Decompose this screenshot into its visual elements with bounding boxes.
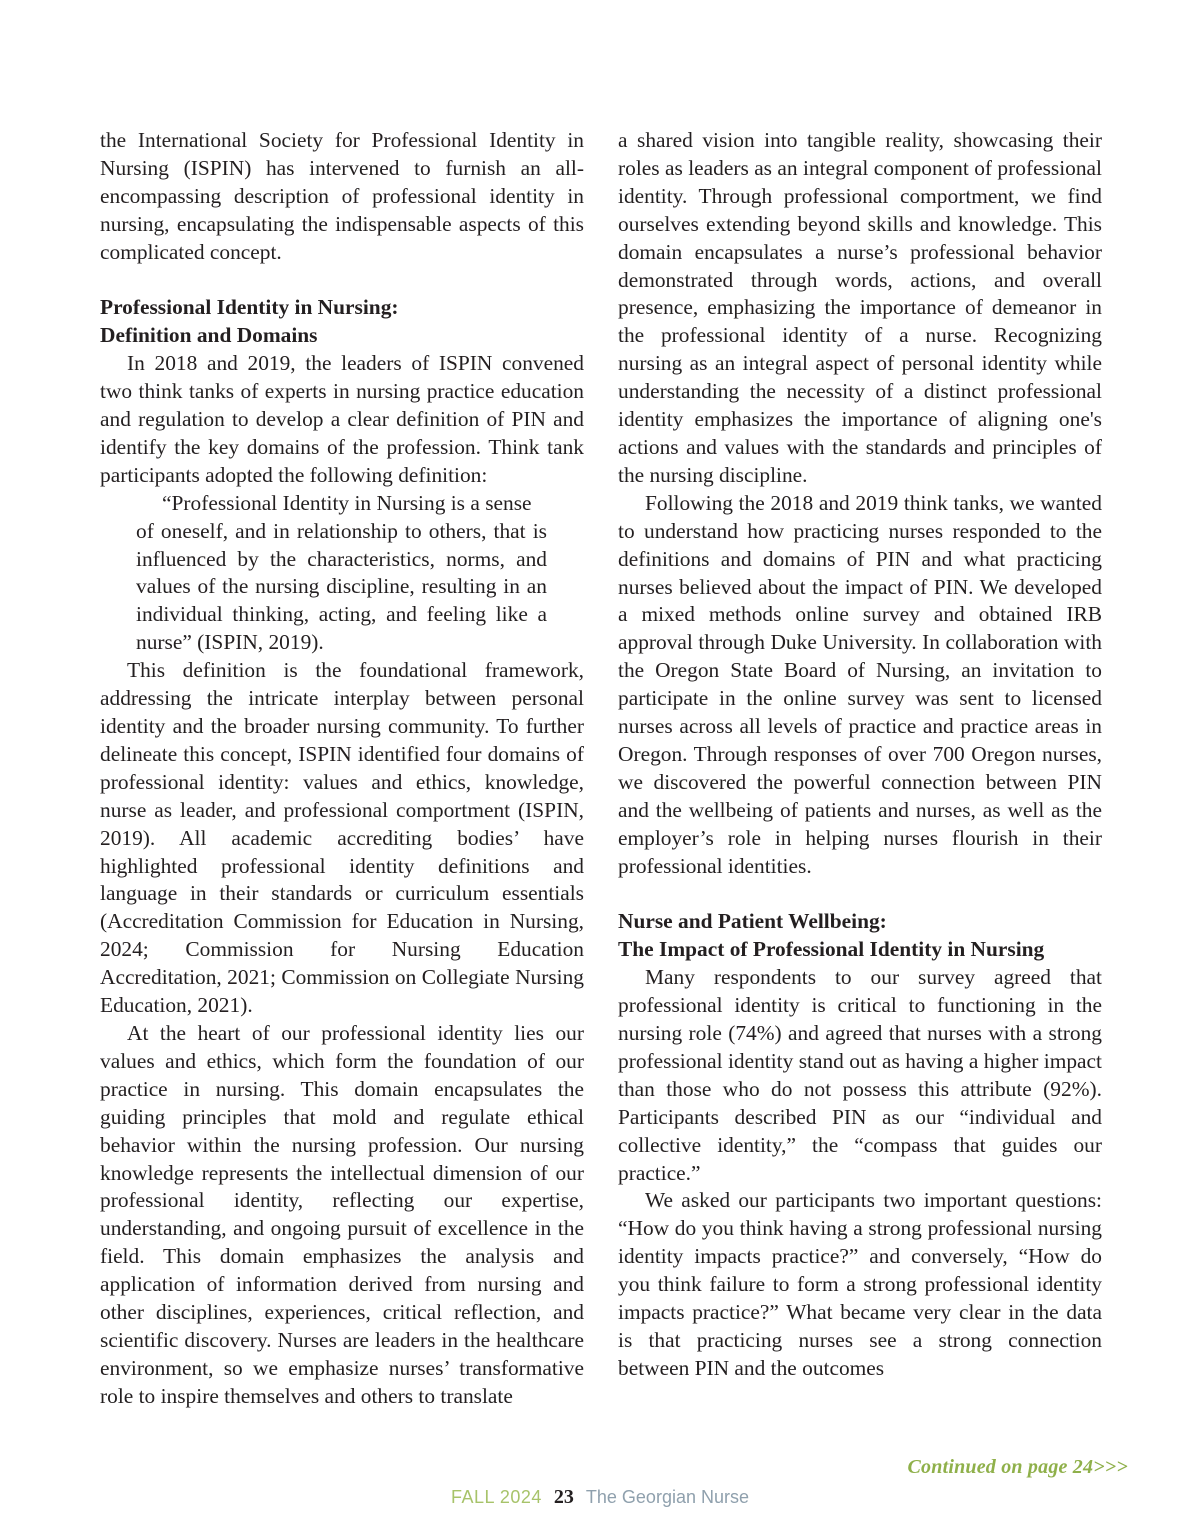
heading-line-2: Definition and Domains xyxy=(100,323,318,348)
quote-remainder: of oneself, and in relationship to others, that is influenced by the characteristics, norms, and values of the nursing discipline, resulting in an individual thinking, acting, and feeling like a nurse” (ISPIN, 2019). xyxy=(136,518,547,655)
heading-line-1: Nurse and Patient Wellbeing: xyxy=(618,909,887,934)
right-column xyxy=(618,127,1102,1383)
paragraph-values-ethics: At the heart of our professional identity lies our values and ethics, which form the foundation of our practice in nursing. This domain encapsulates the guiding principles that mold and regulate ethical behavior within the nursing profession. Our nursing knowledge represents the intellectual dimension of our professional identity, reflecting our expertise, understanding, and ongoing pursuit of excellence in the field. This domain emphasizes the analysis and application of information derived from nursing and other disciplines, experiences, critical reflection, and scientific discovery. Nurses are leaders in the healthcare environment, so we emphasize nurses’ transformative role to inspire themselves and others to translate xyxy=(100,1020,584,1408)
section-heading-wellbeing xyxy=(618,908,1102,964)
paragraph-survey: Following the 2018 and 2019 think tanks, we wanted to understand how practicing nurses responded to the definitions and domains of PIN and what practicing nurses believed about the impact of PIN. We developed a mixed methods online survey and obtained IRB approval through Duke University. In collaboration with the Oregon State Board of Nursing, an invitation to participate in the online survey was sent to licensed nurses across all levels of practice and practice areas in Oregon. Through responses of over 700 Oregon nurses, we discovered the powerful connection between PIN and the wellbeing of patients and nurses, as well as the employer’s role in helping nurses flourish in their professional identities. xyxy=(618,490,1102,878)
definition-quote xyxy=(136,490,547,657)
publication-name: The Georgian Nurse xyxy=(585,1487,749,1507)
paragraph-questions: We asked our participants two important questions: “How do you think having a strong professional nursing identity impacts practice?” and conversely, “How do you think failure to form a strong professional identity impacts practice?” What became very clear in the data is that practicing nurses see a strong connection between PIN and the outcomes xyxy=(618,1188,1102,1380)
continued-link[interactable]: Continued on page 24>>> xyxy=(907,1456,1128,1478)
quote-first-line: “Professional Identity in Nursing is a sense xyxy=(162,490,532,515)
left-column xyxy=(100,127,584,1411)
issue-season: FALL 2024 xyxy=(451,1487,542,1507)
paragraph-think-tanks: In 2018 and 2019, the leaders of ISPIN convened two think tanks of experts in nursing practice education and regulation to develop a clear definition of PIN and identify the key domains of the profession. Think tank participants adopted the following definition: xyxy=(100,351,584,487)
paragraph-respondents: Many respondents to our survey agreed that professional identity is critical to functioning in the nursing role (74%) and agreed that nurses with a strong professional identity stand out as having a higher impact than those who do not possess this attribute (92%). Participants described PIN as our “individual and collective identity,” the “compass that guides our practice.” xyxy=(618,965,1102,1185)
paragraph-framework: This definition is the foundational framework, addressing the intricate interplay between personal identity and the broader nursing community. To further delineate this concept, ISPIN identified four domains of professional identity: values and ethics, knowledge, nurse as leader, and professional comportment (ISPIN, 2019). All academic accrediting bodies’ have highlighted professional identity definitions and language in their standards or curriculum essentials (Accreditation Commission for Education in Nursing, 2024; Commission for Nursing Education Accreditation, 2021; Commission on Collegiate Nursing Education, 2021). xyxy=(100,658,584,1018)
section-heading-definition xyxy=(100,294,584,350)
paragraph-intro-continued: the International Society for Professional Identity in Nursing (ISPIN) has intervened to furnish an allencompassing description of professional identity in nursing, encapsulating the indispensable aspects of this complicated concept. xyxy=(100,128,584,264)
heading-line-1: Professional Identity in Nursing: xyxy=(100,295,399,320)
paragraph-shared-vision: a shared vision into tangible reality, showcasing their roles as leaders as an integral component of professional identity. Through professional comportment, we find ourselves extending beyond skills and knowledge. This domain encapsulates a nurse’s professional behavior demonstrated through words, actions, and overall presence, emphasizing the importance of demeanor in the professional identity of a nurse. Recognizing nursing as an integral aspect of personal identity while understanding the necessity of a distinct professional identity emphasizes the importance of aligning one's actions and values with the standards and principles of the nursing discipline. xyxy=(618,128,1102,487)
heading-line-2: The Impact of Professional Identity in Nursing xyxy=(618,937,1045,962)
page-footer xyxy=(0,1486,1200,1509)
page-number: 23 xyxy=(553,1486,574,1508)
